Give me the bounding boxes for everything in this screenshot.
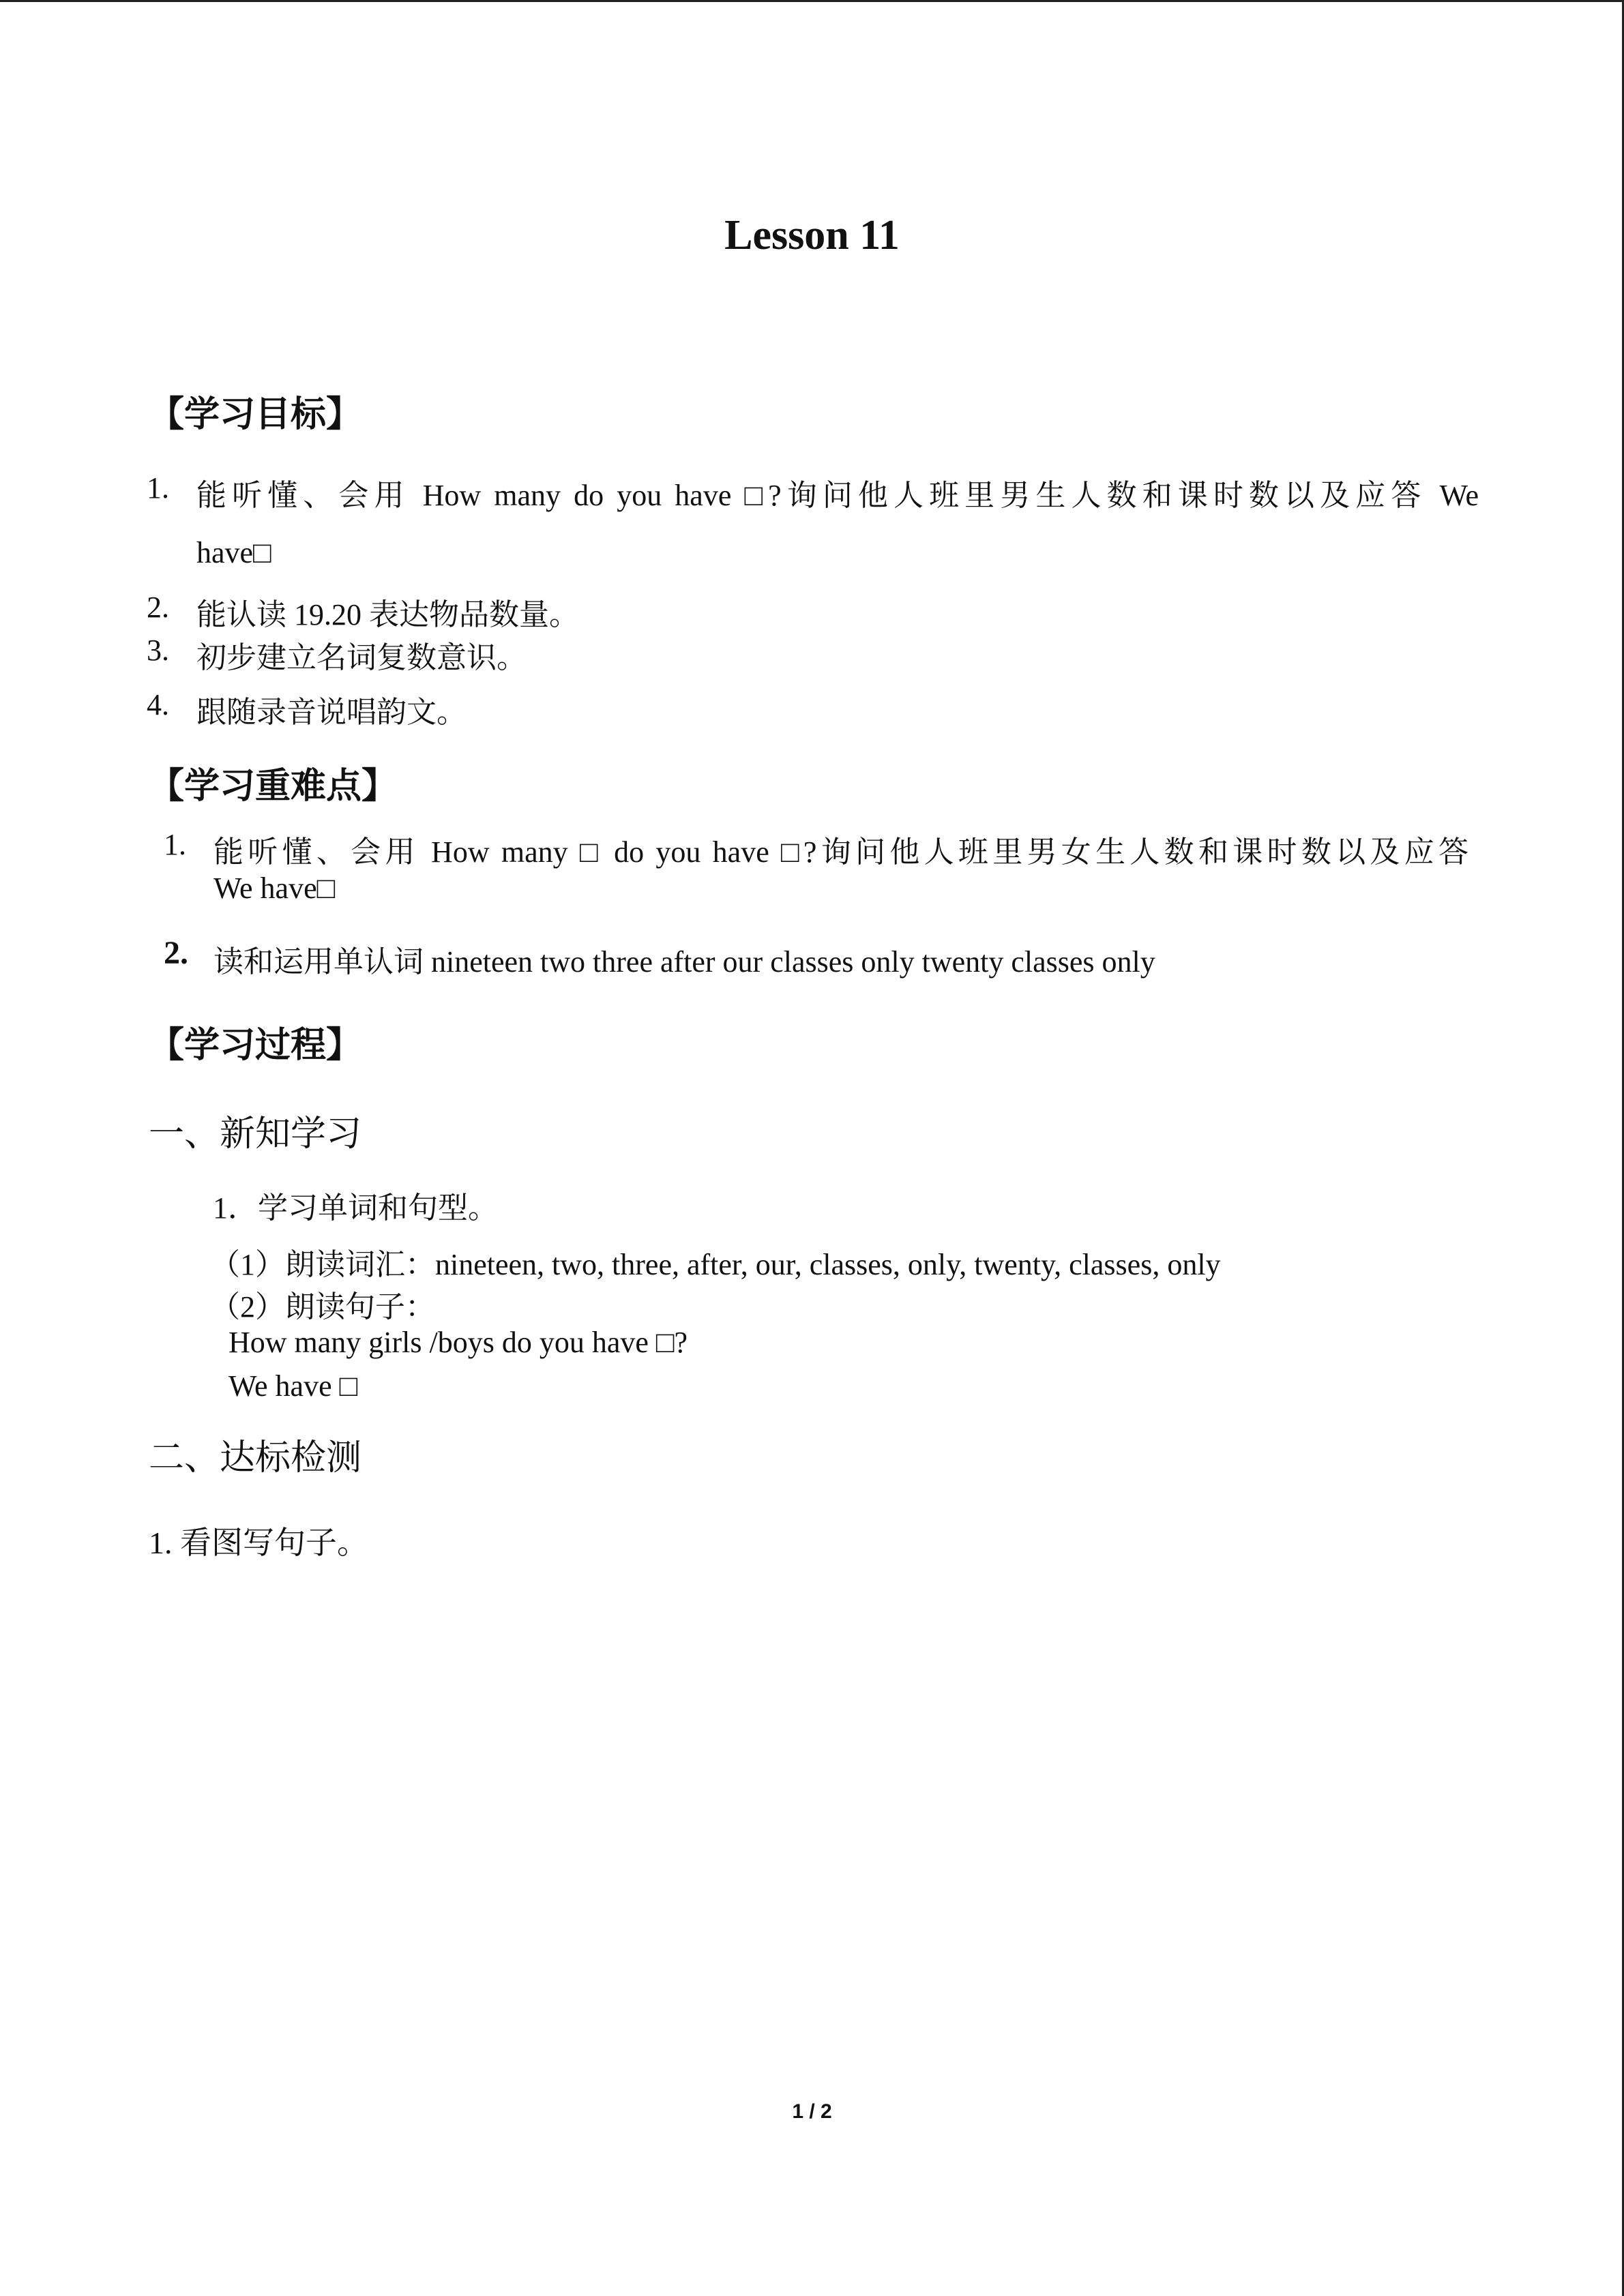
objective-1-text: 能听懂、会用 How many do you have □?询问他人班里男生人数和课时数以及应答 We bbox=[196, 479, 1479, 512]
key-point-2-text: 读和运用单认词 nineteen two three after our classes only twenty classes only bbox=[213, 945, 1155, 979]
key-point-1-text: 能听懂、会用 How many □ do you have □?询问他人班里男女生人数和课时数以及应答 bbox=[213, 835, 1468, 869]
page-number: 1 / 2 bbox=[792, 2100, 832, 2123]
part-1-step: 1．学习单词和句型。 bbox=[213, 1191, 498, 1225]
objective-1-number: 1. bbox=[147, 471, 169, 505]
part-2-heading: 二、达标检测 bbox=[149, 1439, 362, 1478]
key-points-heading: 【学习重难点】 bbox=[149, 767, 398, 806]
objective-3-text: 初步建立名词复数意识。 bbox=[196, 641, 527, 674]
sentence-question: How many girls /boys do you have □? bbox=[228, 1326, 688, 1359]
objective-1-text-cont: have□ bbox=[196, 536, 271, 569]
key-point-1-text-cont: We have□ bbox=[213, 871, 336, 905]
objective-2-text: 能认读 19.20 表达物品数量。 bbox=[196, 598, 579, 631]
key-point-2-number: 2. bbox=[164, 935, 188, 971]
objective-4-text: 跟随录音说唱韵文。 bbox=[196, 696, 467, 729]
objective-3-number: 3. bbox=[147, 633, 169, 667]
objective-4-number: 4. bbox=[147, 688, 169, 721]
process-heading: 【学习过程】 bbox=[149, 1026, 362, 1065]
part-1-heading: 一、新知学习 bbox=[149, 1115, 362, 1154]
vocabulary-line: （1）朗读词汇：nineteen, two, three, after, our, classes, only, twenty, classes, only bbox=[210, 1248, 1221, 1281]
sentences-label: （2）朗读句子： bbox=[210, 1290, 435, 1324]
objective-2-number: 2. bbox=[147, 591, 169, 624]
part-2-task: 1. 看图写句子。 bbox=[149, 1525, 368, 1560]
sentence-answer: We have □ bbox=[228, 1369, 358, 1403]
objectives-heading: 【学习目标】 bbox=[149, 396, 362, 434]
key-point-1-number: 1. bbox=[164, 828, 186, 861]
document-title: Lesson 11 bbox=[724, 212, 900, 258]
